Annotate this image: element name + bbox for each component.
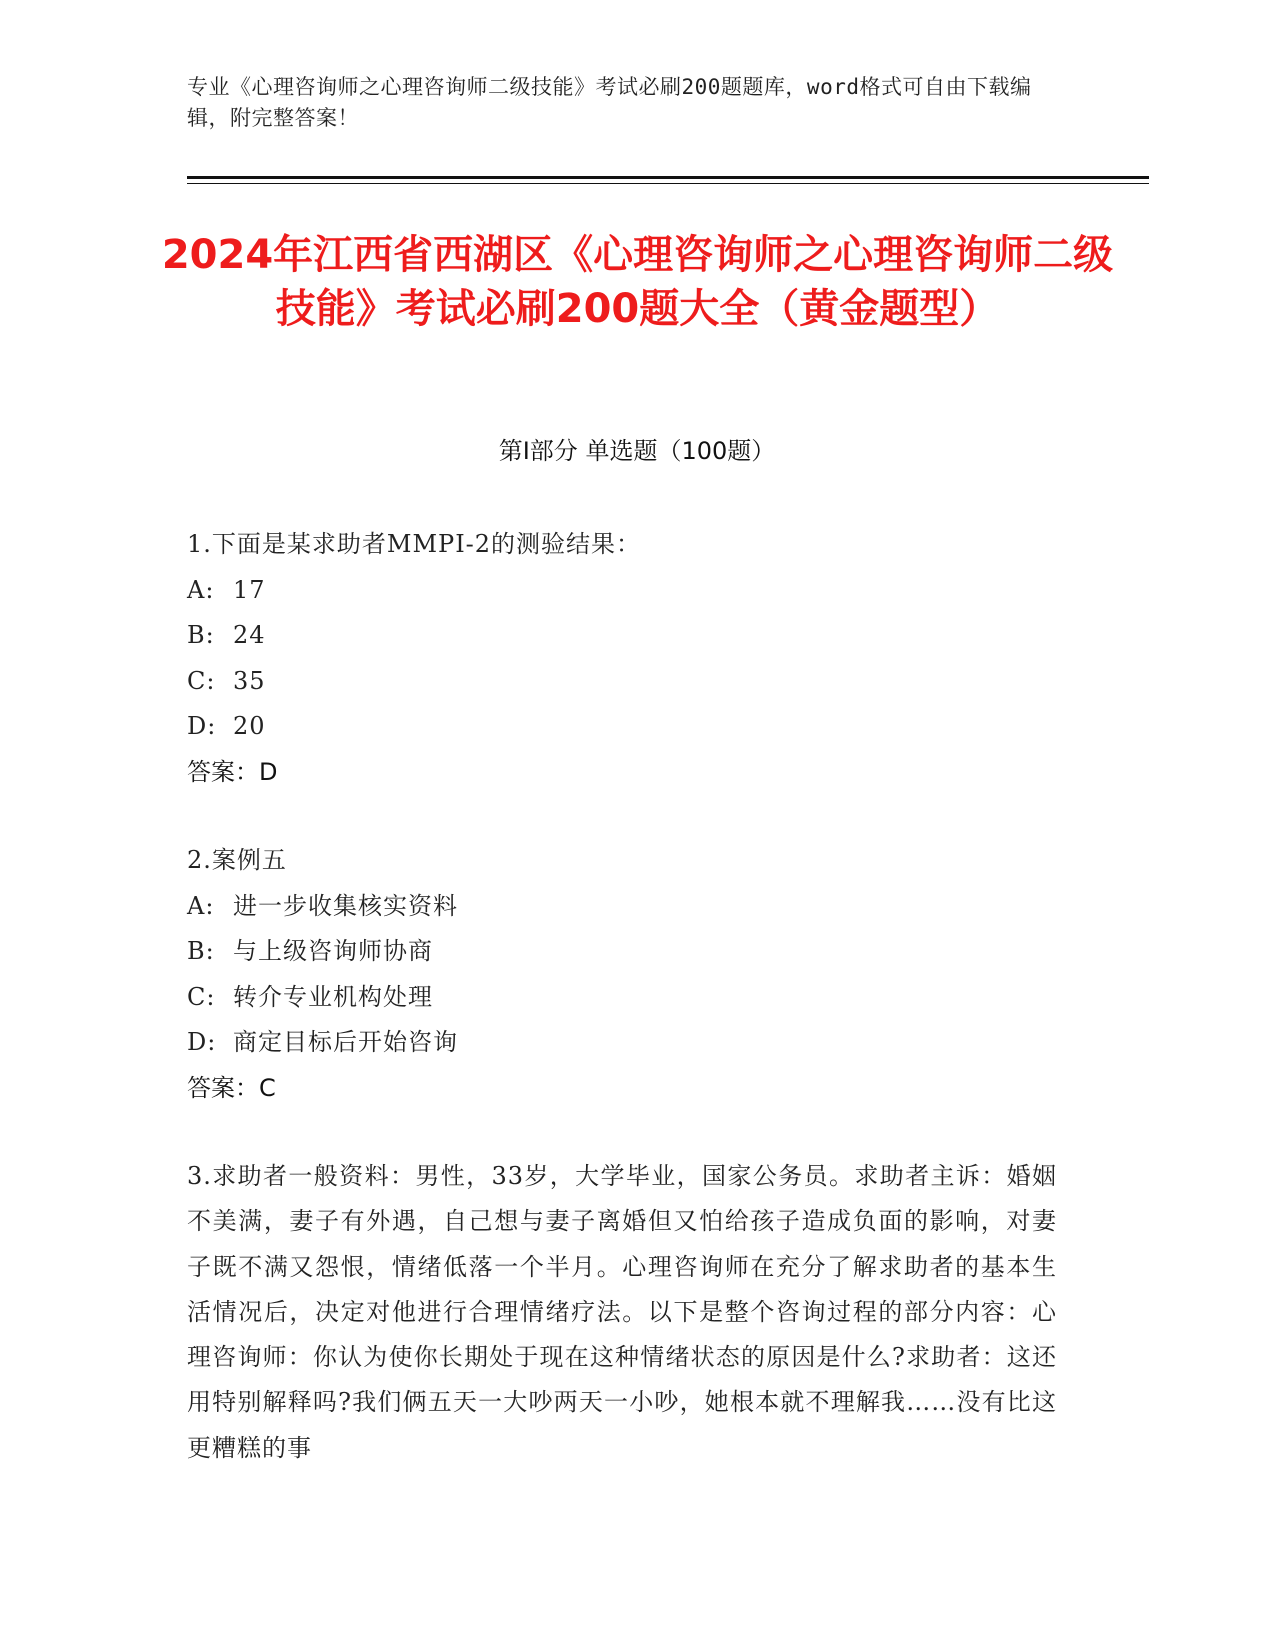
question-3 [187,1154,1057,1471]
header-rule-thick [187,176,1149,179]
option-label: B: [187,621,215,649]
option-label: A: [187,891,215,920]
document-title: 2024年江西省西湖区《心理咨询师之心理咨询师二级技能》考试必刷200题大全（黄金题型） [161,232,1114,332]
option-d [187,704,1057,750]
option-text: 进一步收集核实资料 [233,891,458,920]
option-b [187,929,1057,975]
section-heading: 第I部分 单选题（100题） [498,437,776,465]
option-text: 转介专业机构处理 [233,982,433,1011]
option-label: D: [187,712,217,740]
option-label: B: [187,937,215,965]
option-text: 与上级咨询师协商 [233,937,433,965]
option-a [187,884,1057,930]
option-text: 24 [233,621,266,649]
option-b [187,613,1057,659]
answer: 答案：C [187,1073,276,1102]
option-text: 17 [233,575,266,604]
header-rule-thin [187,183,1149,184]
option-c [187,975,1057,1021]
option-label: D: [187,1028,217,1056]
option-label: C: [187,982,216,1011]
option-a [187,568,1057,614]
option-c [187,659,1057,705]
option-d [187,1020,1057,1066]
question-stem: 3.求助者一般资料：男性，33岁，大学毕业，国家公务员。求助者主诉：婚姻不美满，妻子有外遇，自己想与妻子离婚但又怕给孩子造成负面的影响，对妻子既不满又怨恨，情绪低落一个半月。心理咨询师在充分了解求助者的基本生活情况后，决定对他进行合理情绪疗法。以下是整个咨询过程的部分内容：心理咨询师：你认为使你长期处于现在这种情绪状态的原因是什么?求助者：这还用特别解释吗?我们俩五天一大吵两天一小吵，她根本就不理解我……没有比这更糟糕的事 [187,1162,1057,1462]
option-text: 商定目标后开始咨询 [233,1028,458,1056]
option-text: 35 [233,666,266,695]
question-stem: 2.案例五 [187,846,287,874]
option-label: C: [187,666,216,695]
question-1 [187,522,1057,795]
option-text: 20 [233,712,266,740]
question-stem: 1.下面是某求助者MMPI-2的测验结果： [187,530,642,558]
option-label: A: [187,575,215,604]
header-note: 专业《心理咨询师之心理咨询师二级技能》考试必刷200题题库，word格式可自由下载编辑，附完整答案！ [187,75,1032,130]
answer: 答案：D [187,757,278,786]
question-2 [187,838,1057,1111]
question-list [187,522,1057,1514]
